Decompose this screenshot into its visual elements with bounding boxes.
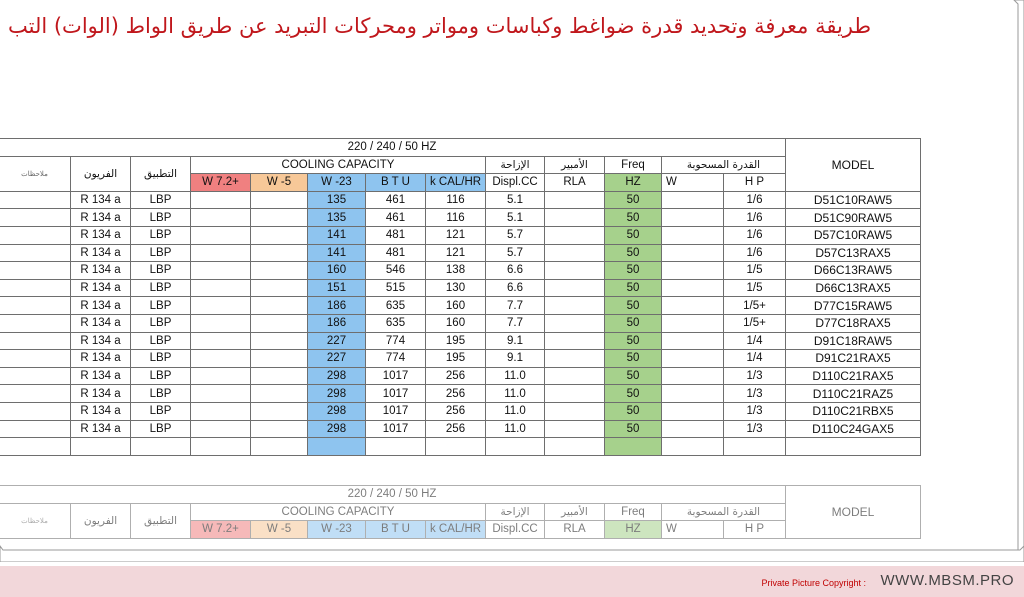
- cell-hp: 1/6: [724, 244, 786, 262]
- cell-notes: [0, 297, 71, 315]
- cell-w72: [191, 420, 251, 438]
- displ-header: Displ.CC: [486, 174, 545, 192]
- cell-w5: [251, 332, 308, 350]
- cell-btu: 774: [366, 350, 426, 368]
- cell-app: LBP: [131, 420, 191, 438]
- page-title: [8, 14, 1008, 38]
- cell-rla: [545, 191, 605, 209]
- table-row: [0, 314, 921, 332]
- cell-displ: 5.7: [486, 226, 545, 244]
- cell-hp: 1/3: [724, 385, 786, 403]
- cell-w: [662, 226, 724, 244]
- cell-rla: [545, 262, 605, 280]
- application-header: التطبيق: [131, 503, 191, 538]
- cell-displ: 5.1: [486, 209, 545, 227]
- cell-w: [662, 332, 724, 350]
- cell-freon: R 134 a: [71, 385, 131, 403]
- cell-btu: 546: [366, 262, 426, 280]
- cell-notes: [0, 262, 71, 280]
- table-row: [0, 385, 921, 403]
- cell-kcal: 130: [426, 279, 486, 297]
- cell-app: LBP: [131, 297, 191, 315]
- cell-hp: 1/5: [724, 279, 786, 297]
- cell-w72: [191, 297, 251, 315]
- cell-app: LBP: [131, 402, 191, 420]
- cell-w23: 298: [308, 385, 366, 403]
- cell-rla: [545, 420, 605, 438]
- header-row-supply: [0, 139, 921, 157]
- cell-hz: 50: [605, 402, 662, 420]
- cell-w: [662, 297, 724, 315]
- cell-displ: 11.0: [486, 420, 545, 438]
- cell-w72: [191, 262, 251, 280]
- model-header: MODEL: [786, 486, 921, 539]
- cell-displ: 5.7: [486, 244, 545, 262]
- cell-notes: [0, 279, 71, 297]
- cell-kcal: 116: [426, 209, 486, 227]
- cell-app: LBP: [131, 226, 191, 244]
- table-row: [0, 191, 921, 209]
- cell-app: LBP: [131, 350, 191, 368]
- btu-header: B T U: [366, 174, 426, 192]
- cell-btu: 1017: [366, 385, 426, 403]
- cell-kcal: 195: [426, 332, 486, 350]
- cell-notes: [0, 332, 71, 350]
- cell-w5: [251, 350, 308, 368]
- torn-edge-bottom: [0, 540, 1024, 562]
- cell-w: [662, 420, 724, 438]
- cell-btu: 1017: [366, 367, 426, 385]
- cell-hz: 50: [605, 350, 662, 368]
- cell-notes: [0, 226, 71, 244]
- cooling-capacity-header: COOLING CAPACITY: [191, 156, 486, 174]
- cell-w23: 141: [308, 244, 366, 262]
- cell-w5: [251, 297, 308, 315]
- cell-w72: [191, 279, 251, 297]
- table-row: [0, 226, 921, 244]
- cell-hp: 1/3: [724, 420, 786, 438]
- cell-notes: [0, 314, 71, 332]
- w5-header: W -5: [251, 521, 308, 539]
- hp-header: H P: [724, 521, 786, 539]
- cell-displ: 7.7: [486, 314, 545, 332]
- cell-app: LBP: [131, 279, 191, 297]
- cell-w23: 298: [308, 420, 366, 438]
- copyright-footer: [0, 566, 1024, 597]
- cell-w23: 141: [308, 226, 366, 244]
- cell-hz: 50: [605, 385, 662, 403]
- freq-header: Freq: [605, 156, 662, 174]
- table-row: [0, 420, 921, 438]
- freon-header: الفريون: [71, 156, 131, 191]
- cell-btu: 461: [366, 191, 426, 209]
- w-header: W: [662, 521, 724, 539]
- cell-btu: 461: [366, 209, 426, 227]
- cell-app: LBP: [131, 332, 191, 350]
- ampere-ar-header: الأمبير: [545, 503, 605, 521]
- w5-header: W -5: [251, 174, 308, 192]
- cell-notes: [0, 209, 71, 227]
- cell-kcal: 256: [426, 420, 486, 438]
- supply-header: 220 / 240 / 50 HZ: [0, 486, 786, 504]
- cell-w5: [251, 279, 308, 297]
- cell-w23: 298: [308, 367, 366, 385]
- cell-btu: 1017: [366, 402, 426, 420]
- cell-hz: 50: [605, 420, 662, 438]
- cell-w5: [251, 191, 308, 209]
- cell-hp: 1/6: [724, 226, 786, 244]
- cell-w23: 186: [308, 297, 366, 315]
- w72-header: W 7.2+: [191, 521, 251, 539]
- cell-rla: [545, 279, 605, 297]
- cell-freon: R 134 a: [71, 402, 131, 420]
- cell-w23: 135: [308, 191, 366, 209]
- application-header: التطبيق: [131, 156, 191, 191]
- cell-model: D66C13RAX5: [786, 279, 921, 297]
- cell-w: [662, 314, 724, 332]
- cell-model: D91C18RAW5: [786, 332, 921, 350]
- ampere-ar-header: الأمبير: [545, 156, 605, 174]
- cell-notes: [0, 367, 71, 385]
- cell-app: LBP: [131, 367, 191, 385]
- page-title-text: طريقة معرفة وتحديد قدرة ضواغط وكباسات ومواتر ومحركات التبريد عن طريق الواط (الوات) التب: [8, 14, 872, 38]
- w23-header: W -23: [308, 521, 366, 539]
- kcal-header: k CAL/HR: [426, 174, 486, 192]
- cell-hp: 1/3: [724, 402, 786, 420]
- cell-freon: R 134 a: [71, 209, 131, 227]
- cell-freon: R 134 a: [71, 367, 131, 385]
- cell-rla: [545, 350, 605, 368]
- cell-notes: [0, 350, 71, 368]
- cell-model: D110C21RAZ5: [786, 385, 921, 403]
- cell-notes: [0, 244, 71, 262]
- cell-w72: [191, 350, 251, 368]
- cell-w: [662, 350, 724, 368]
- rla-header: RLA: [545, 521, 605, 539]
- cell-model: D110C21RBX5: [786, 402, 921, 420]
- cell-freon: R 134 a: [71, 226, 131, 244]
- cell-model: D51C10RAW5: [786, 191, 921, 209]
- cell-w72: [191, 191, 251, 209]
- cell-displ: 11.0: [486, 385, 545, 403]
- cell-freon: R 134 a: [71, 262, 131, 280]
- cell-freon: R 134 a: [71, 279, 131, 297]
- cell-kcal: 256: [426, 385, 486, 403]
- cell-w72: [191, 367, 251, 385]
- cell-freon: R 134 a: [71, 350, 131, 368]
- cell-w5: [251, 420, 308, 438]
- supply-header: 220 / 240 / 50 HZ: [0, 139, 786, 157]
- table-row: [0, 367, 921, 385]
- table-row: [0, 279, 921, 297]
- cell-rla: [545, 332, 605, 350]
- cell-hp: 1/4: [724, 332, 786, 350]
- cell-notes: [0, 385, 71, 403]
- displ-header: Displ.CC: [486, 521, 545, 539]
- cell-w72: [191, 385, 251, 403]
- cell-hz: 50: [605, 262, 662, 280]
- cell-rla: [545, 402, 605, 420]
- cell-app: LBP: [131, 244, 191, 262]
- cell-hp: 1/3: [724, 367, 786, 385]
- cell-w: [662, 209, 724, 227]
- cell-w: [662, 262, 724, 280]
- power-ar-header: القدرة المسحوبة: [662, 156, 786, 174]
- table-row: [0, 350, 921, 368]
- cell-w5: [251, 385, 308, 403]
- table-row: [0, 262, 921, 280]
- cell-w23: 227: [308, 332, 366, 350]
- cell-model: D110C21RAX5: [786, 367, 921, 385]
- cell-kcal: 160: [426, 314, 486, 332]
- cell-hz: 50: [605, 244, 662, 262]
- power-ar-header: القدرة المسحوبة: [662, 503, 786, 521]
- cell-hp: 1/4: [724, 350, 786, 368]
- cell-kcal: 121: [426, 244, 486, 262]
- w-header: W: [662, 174, 724, 192]
- freon-header: الفريون: [71, 503, 131, 538]
- cell-w72: [191, 209, 251, 227]
- cell-displ: 6.6: [486, 262, 545, 280]
- cell-w5: [251, 226, 308, 244]
- cell-displ: 9.1: [486, 350, 545, 368]
- cell-rla: [545, 314, 605, 332]
- freq-header: Freq: [605, 503, 662, 521]
- table-row: [0, 244, 921, 262]
- cell-model: D51C90RAW5: [786, 209, 921, 227]
- cell-kcal: 121: [426, 226, 486, 244]
- cell-btu: 481: [366, 244, 426, 262]
- cell-w: [662, 385, 724, 403]
- cell-hz: 50: [605, 332, 662, 350]
- website-link[interactable]: WWW.MBSM.PRO: [880, 572, 1014, 589]
- cell-w: [662, 191, 724, 209]
- cell-w72: [191, 314, 251, 332]
- cell-freon: R 134 a: [71, 244, 131, 262]
- kcal-header: k CAL/HR: [426, 521, 486, 539]
- cell-w23: 227: [308, 350, 366, 368]
- displacement-ar-header: الإزاحة: [486, 156, 545, 174]
- cell-w5: [251, 314, 308, 332]
- cell-hp: 1/5+: [724, 314, 786, 332]
- cell-hz: 50: [605, 297, 662, 315]
- cell-hp: 1/6: [724, 191, 786, 209]
- cell-displ: 9.1: [486, 332, 545, 350]
- cell-w23: 151: [308, 279, 366, 297]
- cell-btu: 1017: [366, 420, 426, 438]
- btu-header: B T U: [366, 521, 426, 539]
- cell-displ: 5.1: [486, 191, 545, 209]
- cell-w: [662, 402, 724, 420]
- w72-header: W 7.2+: [191, 174, 251, 192]
- cell-hp: 1/6: [724, 209, 786, 227]
- cell-kcal: 256: [426, 402, 486, 420]
- cell-model: D77C18RAX5: [786, 314, 921, 332]
- header-row-supply: [0, 486, 921, 504]
- cell-notes: [0, 420, 71, 438]
- table-row: [0, 297, 921, 315]
- model-header: MODEL: [786, 139, 921, 192]
- table-row: [0, 332, 921, 350]
- displacement-ar-header: الإزاحة: [486, 503, 545, 521]
- cell-w23: 135: [308, 209, 366, 227]
- cell-displ: 11.0: [486, 402, 545, 420]
- cooling-capacity-header: COOLING CAPACITY: [191, 503, 486, 521]
- cell-rla: [545, 244, 605, 262]
- cell-w72: [191, 332, 251, 350]
- cell-w72: [191, 402, 251, 420]
- cell-rla: [545, 226, 605, 244]
- torn-edge-right: [1010, 0, 1024, 560]
- cell-kcal: 160: [426, 297, 486, 315]
- cell-displ: 7.7: [486, 297, 545, 315]
- cell-app: LBP: [131, 385, 191, 403]
- cell-app: LBP: [131, 314, 191, 332]
- cell-btu: 774: [366, 332, 426, 350]
- cell-freon: R 134 a: [71, 332, 131, 350]
- table-row: [0, 402, 921, 420]
- cell-btu: 635: [366, 297, 426, 315]
- cell-model: D66C13RAW5: [786, 262, 921, 280]
- hp-header: H P: [724, 174, 786, 192]
- cell-hz: 50: [605, 367, 662, 385]
- copyright-label: Private Picture Copyright :: [761, 578, 866, 588]
- cell-model: D110C24GAX5: [786, 420, 921, 438]
- cell-freon: R 134 a: [71, 420, 131, 438]
- cell-hp: 1/5: [724, 262, 786, 280]
- cell-hz: 50: [605, 191, 662, 209]
- cell-freon: R 134 a: [71, 314, 131, 332]
- notes-header: ملاحظات: [0, 503, 71, 538]
- cell-w5: [251, 402, 308, 420]
- cell-w5: [251, 244, 308, 262]
- rla-header: RLA: [545, 174, 605, 192]
- cell-kcal: 195: [426, 350, 486, 368]
- cell-rla: [545, 209, 605, 227]
- cell-btu: 635: [366, 314, 426, 332]
- table-row-empty: [0, 438, 921, 456]
- cell-notes: [0, 191, 71, 209]
- cell-hz: 50: [605, 209, 662, 227]
- cell-w23: 160: [308, 262, 366, 280]
- cell-freon: R 134 a: [71, 297, 131, 315]
- cell-displ: 6.6: [486, 279, 545, 297]
- cell-w5: [251, 209, 308, 227]
- cell-btu: 481: [366, 226, 426, 244]
- cell-hz: 50: [605, 226, 662, 244]
- cell-w72: [191, 226, 251, 244]
- cell-freon: R 134 a: [71, 191, 131, 209]
- cell-rla: [545, 367, 605, 385]
- cell-app: LBP: [131, 262, 191, 280]
- cell-kcal: 116: [426, 191, 486, 209]
- notes-header: ملاحظات: [0, 156, 71, 191]
- header-row-groups: [0, 156, 921, 174]
- cell-displ: 11.0: [486, 367, 545, 385]
- cell-rla: [545, 297, 605, 315]
- table-body: [0, 191, 921, 437]
- header-row-groups: [0, 503, 921, 521]
- cell-app: LBP: [131, 209, 191, 227]
- compressor-table-second: [0, 485, 921, 539]
- compressor-table: [0, 138, 921, 456]
- hz-header: HZ: [605, 174, 662, 192]
- cell-hz: 50: [605, 279, 662, 297]
- cell-model: D57C13RAX5: [786, 244, 921, 262]
- cell-model: D77C15RAW5: [786, 297, 921, 315]
- cell-rla: [545, 385, 605, 403]
- cell-w23: 298: [308, 402, 366, 420]
- cell-w72: [191, 244, 251, 262]
- cell-btu: 515: [366, 279, 426, 297]
- cell-kcal: 256: [426, 367, 486, 385]
- cell-w: [662, 244, 724, 262]
- w23-header: W -23: [308, 174, 366, 192]
- cell-w: [662, 279, 724, 297]
- table-row: [0, 209, 921, 227]
- cell-kcal: 138: [426, 262, 486, 280]
- hz-header: HZ: [605, 521, 662, 539]
- cell-w23: 186: [308, 314, 366, 332]
- cell-notes: [0, 402, 71, 420]
- cell-hp: 1/5+: [724, 297, 786, 315]
- cell-w5: [251, 262, 308, 280]
- cell-app: LBP: [131, 191, 191, 209]
- cell-w5: [251, 367, 308, 385]
- cell-model: D57C10RAW5: [786, 226, 921, 244]
- cell-w: [662, 367, 724, 385]
- cell-model: D91C21RAX5: [786, 350, 921, 368]
- cell-hz: 50: [605, 314, 662, 332]
